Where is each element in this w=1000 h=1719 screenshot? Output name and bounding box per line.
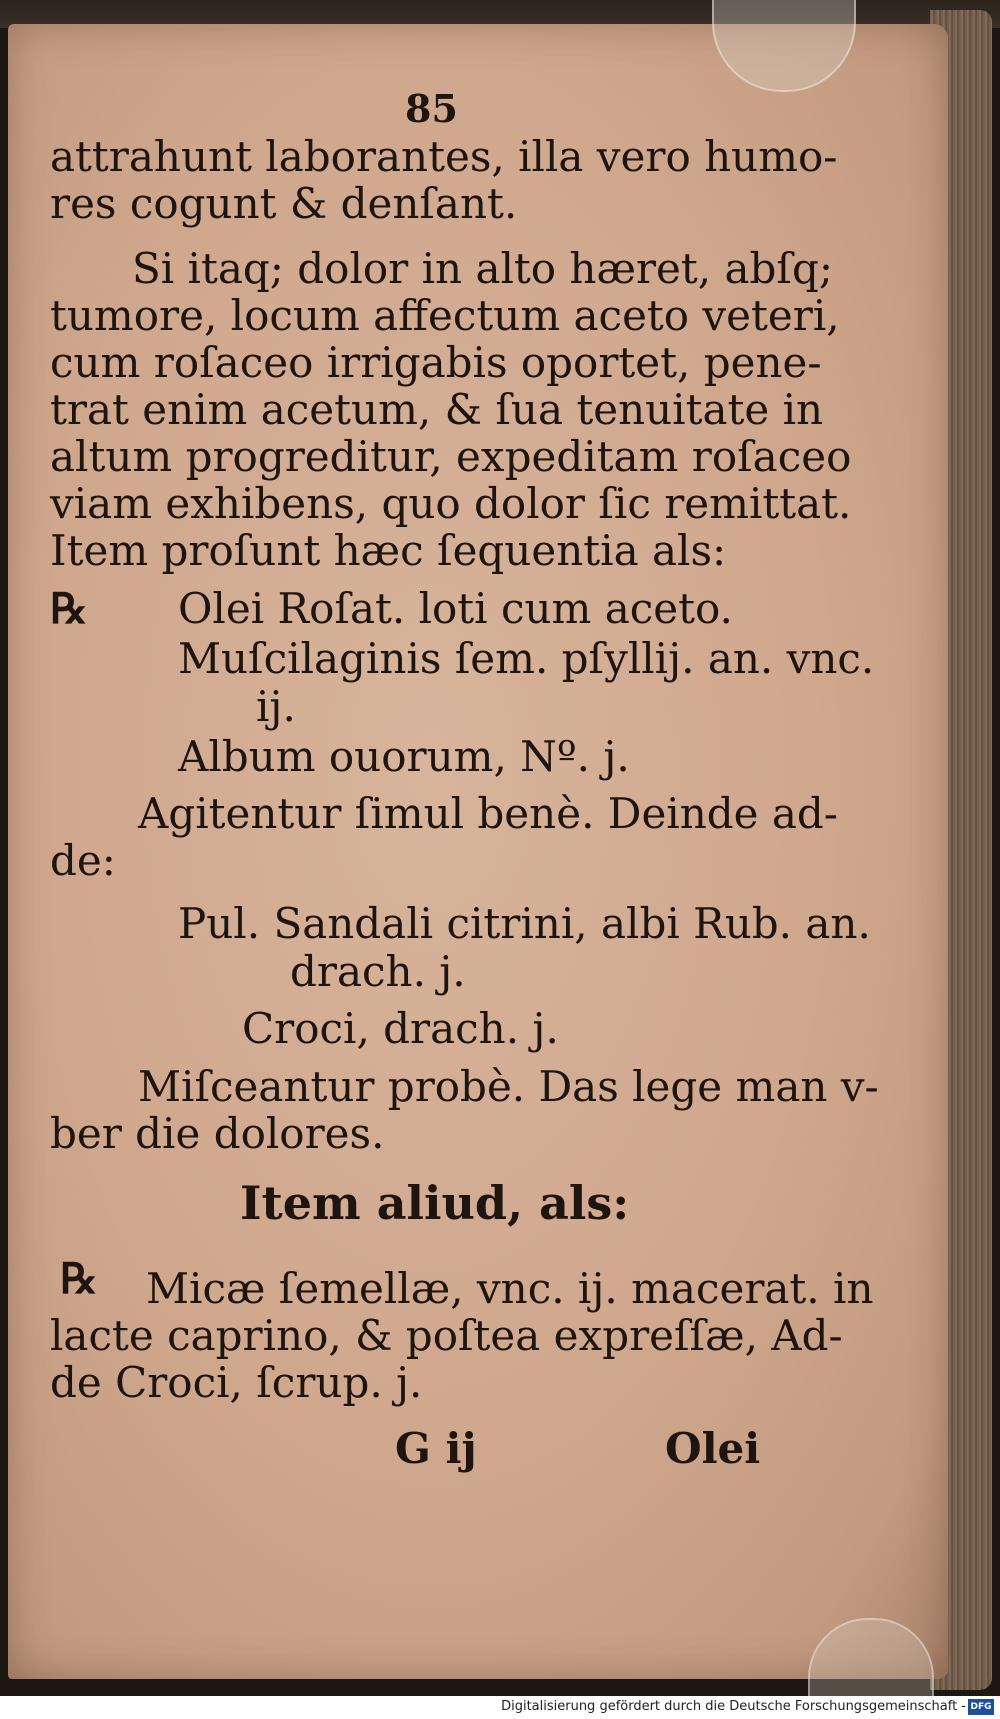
text-line: Pul. Sandali citrini, albi Rub. an. [178,899,871,948]
text-line: ij. [256,682,296,731]
section-heading: Item aliud, als: [240,1176,630,1230]
text-line: cum roſaceo irrigabis oportet, pene- [50,338,822,387]
dfg-logo: DFG [968,1699,994,1715]
recipe-symbol: ℞ [50,584,88,633]
text-line: lacte caprino, & poſtea expreſſæ, Ad- [50,1311,843,1360]
text-line: Croci, drach. j. [242,1004,559,1053]
text-line: trat enim acetum, & ſua tenuitate in [50,385,824,434]
text-line: Miſceantur probè. Das lege man v- [138,1062,879,1111]
text-line: attrahunt laborantes, illa vero humo- [50,132,838,181]
signature-mark: G ij [395,1424,477,1473]
text-line: Micæ ſemellæ, vnc. ij. macerat. in [146,1264,874,1313]
text-line: res cogunt & denſant. [50,179,518,228]
text-line: de Croci, ſcrup. j. [50,1358,423,1407]
catchword: Olei [665,1424,761,1473]
text-line: tumore, locum affectum aceto veteri, [50,291,840,340]
text-line: Olei Roſat. loti cum aceto. [178,584,733,633]
text-line: altum progreditur, expeditam roſaceo [50,432,852,481]
recipe-symbol: ℞ [60,1254,98,1303]
text-line: viam exhibens, quo dolor ſic remittat. [50,479,852,528]
text-line: Item proſunt hæc ſequentia als: [50,526,727,575]
text-line: ber die dolores. [50,1109,385,1158]
text-line: Si itaq; dolor in alto hæret, abſq; [132,244,833,293]
text-line: Muſcilaginis ſem. pſyllij. an. vnc. [178,634,875,683]
text-line: Album ouorum, Nº. j. [178,732,630,781]
page-number: 85 [405,86,458,131]
text-line: de: [50,836,116,885]
text-line: drach. j. [290,947,466,996]
footer-bar [0,1696,1000,1719]
footer-credit: Digitalisierung gefördert durch die Deutsche Forschungsgemeinschaft - [501,1699,966,1714]
text-line: Agitentur ſimul benè. Deinde ad- [138,789,838,838]
